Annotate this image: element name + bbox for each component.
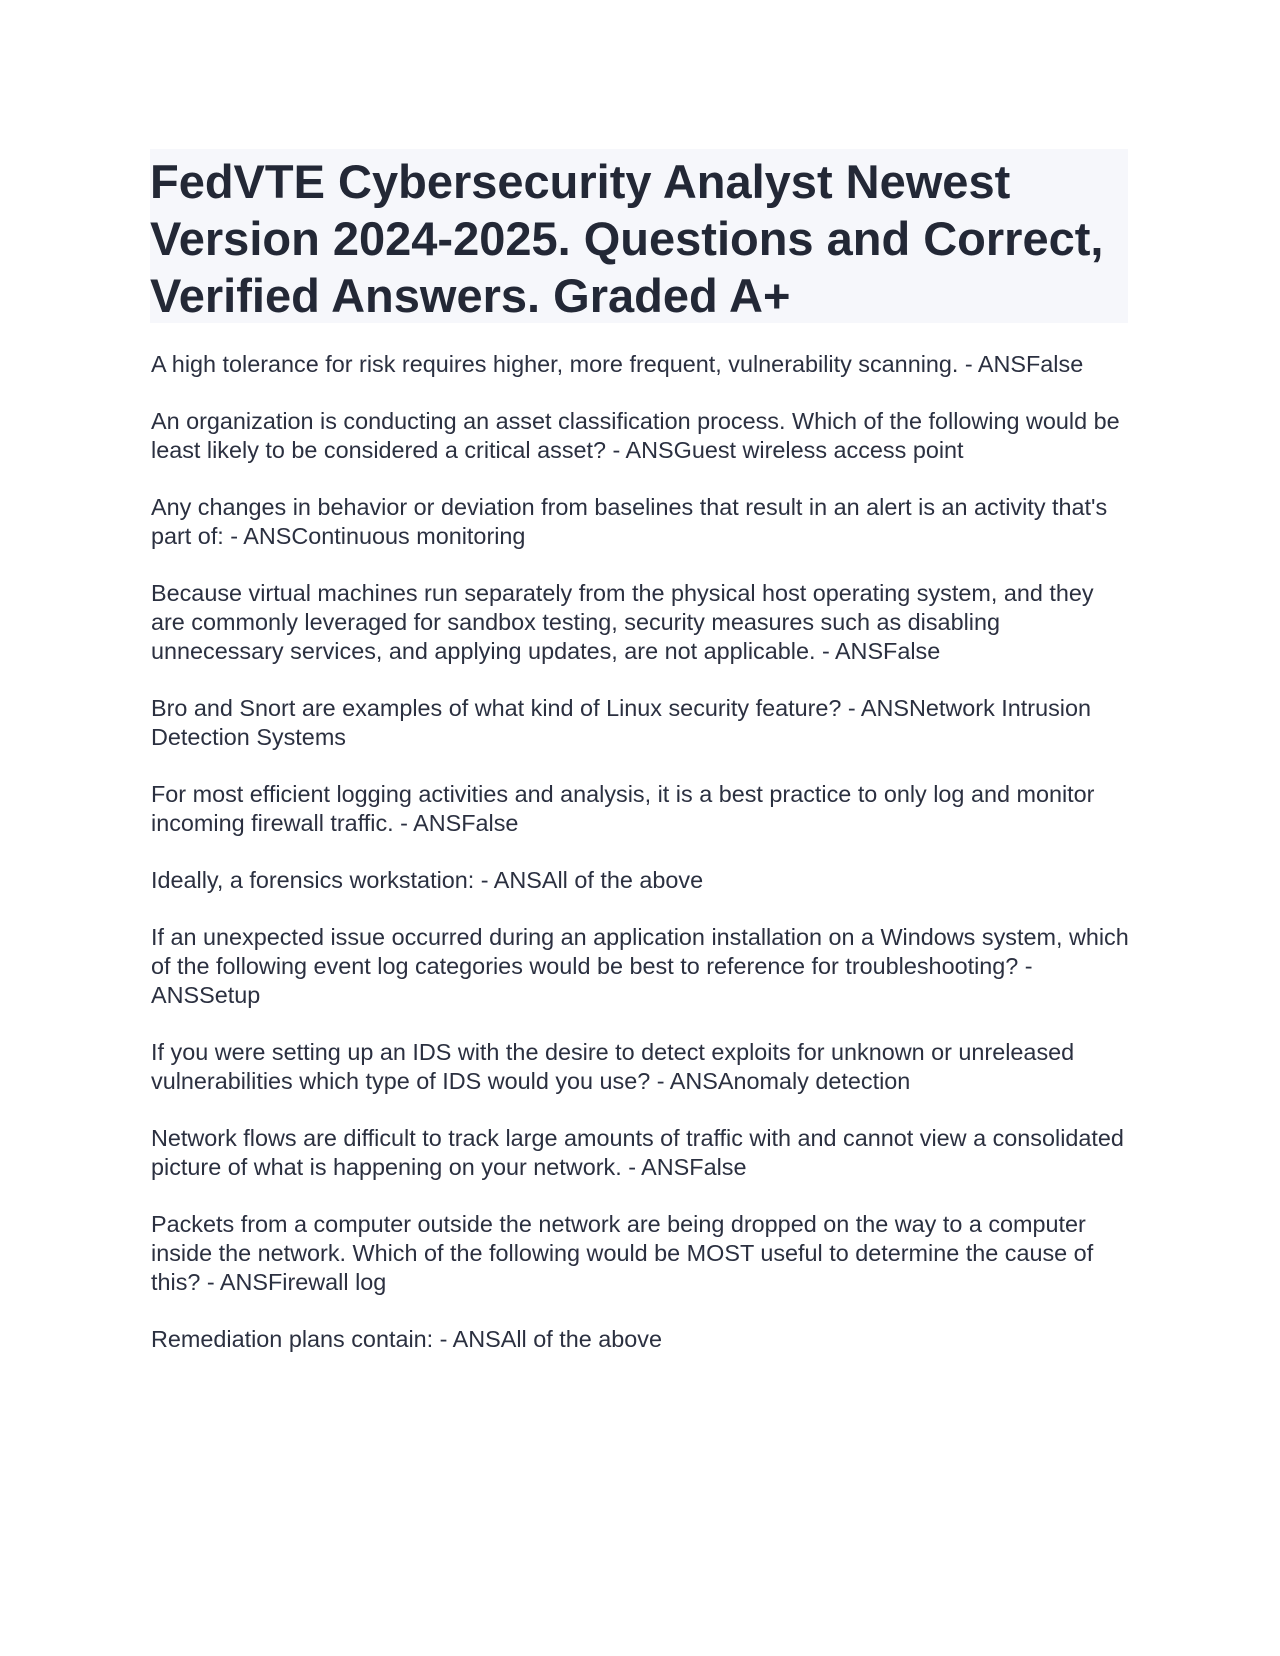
qa-item: Ideally, a forensics workstation: - ANSAll of the above [151, 867, 704, 893]
qa-item: Bro and Snort are examples of what kind of Linux security feature? - ANSNetwork Intrusion Detection Systems [151, 695, 1091, 750]
qa-item: For most efficient logging activities and analysis, it is a best practice to only log and monitor incoming firewall traffic. - ANSFalse [151, 781, 1095, 836]
qa-item: Remediation plans contain: - ANSAll of the above [151, 1326, 662, 1352]
qa-list [151, 350, 1131, 1382]
qa-item: If you were setting up an IDS with the desire to detect exploits for unknown or unreleased vulnerabilities which type of IDS would you use? - ANSAnomaly detection [151, 1039, 1075, 1094]
title-block [150, 149, 1128, 323]
qa-item: If an unexpected issue occurred during an application installation on a Windows system, which of the following event log categories would be best to reference for troubleshooting? - ANSSetup [151, 924, 1129, 1008]
document-title: FedVTE Cybersecurity Analyst Newest Version 2024-2025. Questions and Correct, Verified Answers. Graded A+ [150, 155, 1104, 322]
qa-item: Packets from a computer outside the network are being dropped on the way to a computer inside the network. Which of the following would be MOST useful to determine the cause of this? - ANSFirewall log [151, 1211, 1094, 1295]
qa-item: Because virtual machines run separately from the physical host operating system, and they are commonly leveraged for sandbox testing, security measures such as disabling unnecessary services, and applying updates, are not applicable. - ANSFalse [151, 580, 1094, 664]
qa-item: Network flows are difficult to track large amounts of traffic with and cannot view a consolidated picture of what is happening on your network. - ANSFalse [151, 1125, 1124, 1180]
qa-item: An organization is conducting an asset classification process. Which of the following would be least likely to be considered a critical asset? - ANSGuest wireless access point [151, 408, 1120, 463]
qa-item: Any changes in behavior or deviation from baselines that result in an alert is an activity that's part of: - ANSContinuous monitoring [151, 494, 1108, 549]
qa-item: A high tolerance for risk requires higher, more frequent, vulnerability scanning. - ANSFalse [151, 351, 1084, 377]
